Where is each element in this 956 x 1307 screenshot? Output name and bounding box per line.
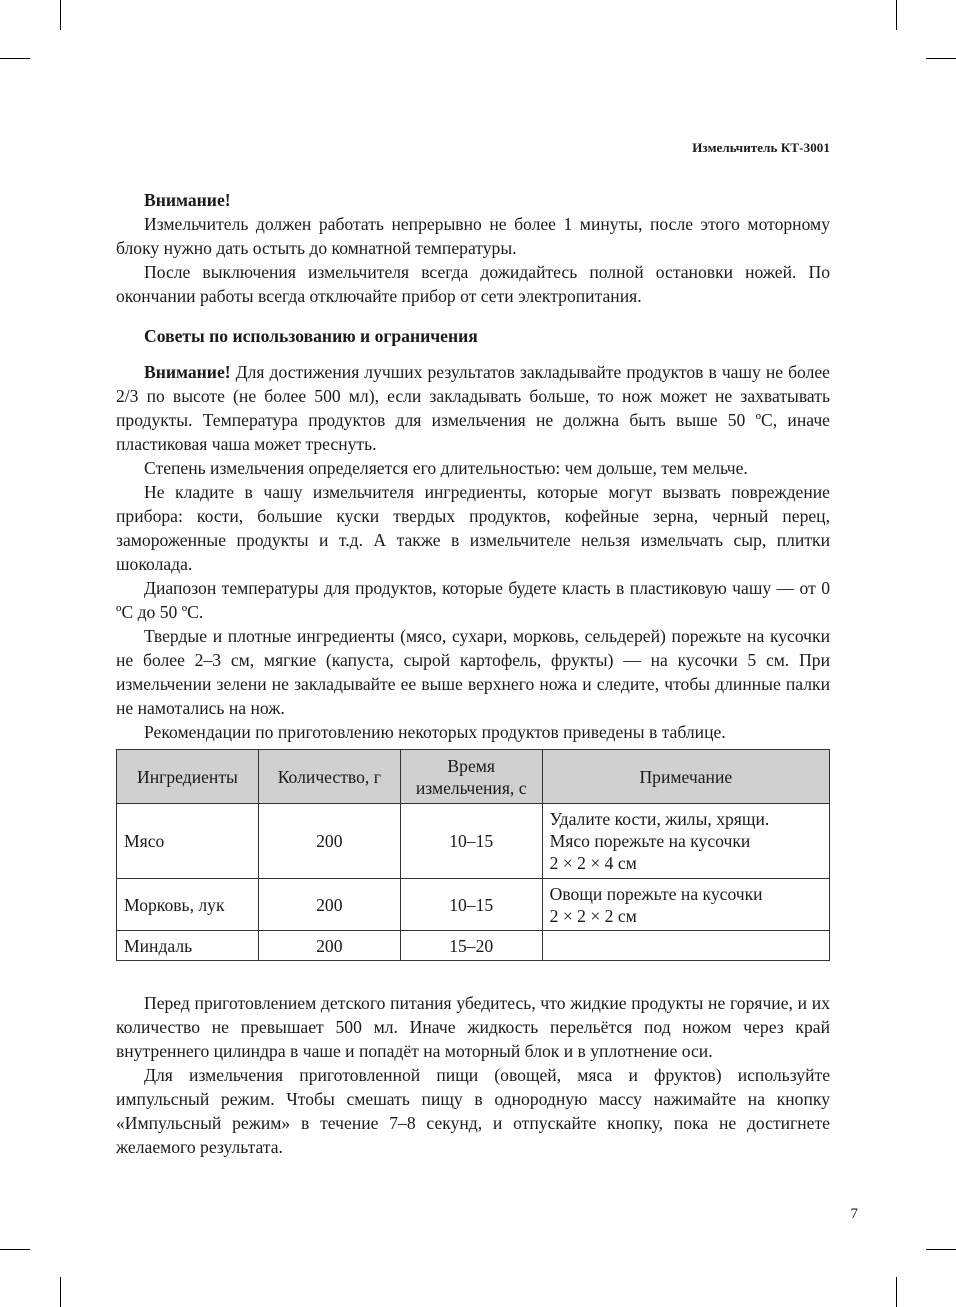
after-paragraph-1: Перед приготовлением детского питания убедитесь, что жидкие продукты не горячие, и их количество не превышает 500 мл. Иначе жидкость перельётся под ножом через край внутреннего цилиндра в чаше и попадёт на моторный блок и в уплотнение оси.: [116, 993, 830, 1061]
header-time-line-1: Время: [447, 755, 495, 776]
crop-mark-bottom-left-vertical: [60, 1277, 61, 1307]
table-row: [117, 804, 830, 879]
note-line: Мясо порежьте на кусочки: [549, 831, 751, 851]
tips-paragraph-3: Диапозон температуры для продуктов, которые будете класть в пластиковую чашу — от 0 ºС до 50 ºС.: [116, 578, 830, 622]
cell-ingredient: Мясо: [117, 804, 259, 879]
tips-paragraph-1: Степень измельчения определяется его длительностью: чем дольше, тем мельче.: [144, 458, 748, 478]
cell-time: 15–20: [400, 931, 542, 961]
after-paragraph-2: Для измельчения приготовленной пищи (овощей, мяса и фруктов) используйте импульсный режим. Чтобы смешать пищу в однородную массу нажимайте на кнопку «Импульсный режим» в течение 7–8 секунд, и отпускайте кнопку, пока не достигнете желаемого результата.: [116, 1065, 830, 1157]
header-time: [400, 750, 542, 804]
cell-note: [542, 879, 829, 931]
note-line: 2 × 2 × 4 см: [549, 853, 637, 873]
table-header-row: [117, 750, 830, 804]
note-line: 2 × 2 × 2 см: [549, 905, 637, 926]
tips-lead-text: Для достижения лучших результатов закладывайте продуктов в чашу не более 2/3 по высоте (не более 500 мл), если закладывать больше, то нож может не захватывать продукты. Температура продуктов для измельчения не должна быть выше 50 ºС, иначе пластиковая чаша может треснуть.: [116, 362, 830, 454]
crop-mark-top-left-vertical: [60, 0, 61, 30]
cell-ingredient: Миндаль: [117, 931, 259, 961]
cell-time: 10–15: [400, 879, 542, 931]
page-content: [116, 188, 830, 1159]
cell-note: [542, 804, 829, 879]
note-line: Овощи порежьте на кусочки: [549, 883, 763, 904]
tips-lead-bold: Внимание!: [144, 362, 231, 382]
tips-paragraph-4: Твердые и плотные ингредиенты (мясо, сухари, морковь, сельдерей) порежьте на кусочки не более 2–3 см, мягкие (капуста, сырой картофель, фрукты) — на кусочки 5 см. При измельчении зелени не закладывайте ее выше верхнего ножа и следите, чтобы длинные палки не намотались на нож.: [116, 626, 830, 718]
attention-paragraph-2: После выключения измельчителя всегда дожидайтесь полной остановки ножей. По окончании работы всегда отключайте прибор от сети электропитания.: [116, 262, 830, 306]
attention-heading: Внимание!: [144, 190, 231, 210]
cell-ingredient: Морковь, лук: [117, 879, 259, 931]
note-line: Удалите кости, жилы, хрящи.: [549, 809, 770, 829]
crop-mark-top-right-horizontal: [926, 58, 956, 59]
header-note: Примечание: [542, 750, 829, 804]
header-ingredients: Ингредиенты: [117, 750, 259, 804]
cell-quantity: 200: [258, 931, 400, 961]
cell-quantity: 200: [258, 804, 400, 879]
cell-note-empty: [542, 931, 829, 961]
tips-heading: Советы по использованию и ограничения: [144, 326, 478, 346]
tips-lead-paragraph: [116, 360, 830, 456]
table-row: [117, 879, 830, 931]
tips-paragraph-5: Рекомендации по приготовлению некоторых продуктов приведены в таблице.: [144, 722, 726, 742]
ingredients-table: [116, 749, 830, 961]
table-row: [117, 931, 830, 961]
running-head: Измельчитель КТ-3001: [692, 140, 830, 155]
crop-mark-bottom-right-vertical: [896, 1277, 897, 1307]
header-quantity: Количество, г: [258, 750, 400, 804]
attention-paragraph-1: Измельчитель должен работать непрерывно не более 1 минуты, после этого моторному блоку нужно дать остыть до комнатной температуры.: [116, 214, 830, 258]
crop-mark-bottom-right-horizontal: [926, 1249, 956, 1250]
page-number: 7: [850, 1206, 858, 1222]
header-time-line-2: измельчения, с: [415, 777, 527, 798]
cell-quantity: 200: [258, 879, 400, 931]
crop-mark-top-right-vertical: [896, 0, 897, 30]
crop-mark-top-left-horizontal: [0, 58, 30, 59]
cell-time: 10–15: [400, 804, 542, 879]
crop-mark-bottom-left-horizontal: [0, 1249, 30, 1250]
tips-paragraph-2: Не кладите в чашу измельчителя ингредиенты, которые могут вызвать повреждение прибора: кости, большие куски твердых продуктов, кофейные зерна, черный перец, замороженные продукты и т.д. А также в измельчителе нельзя измельчать сыр, плитки шоколада.: [116, 482, 830, 574]
